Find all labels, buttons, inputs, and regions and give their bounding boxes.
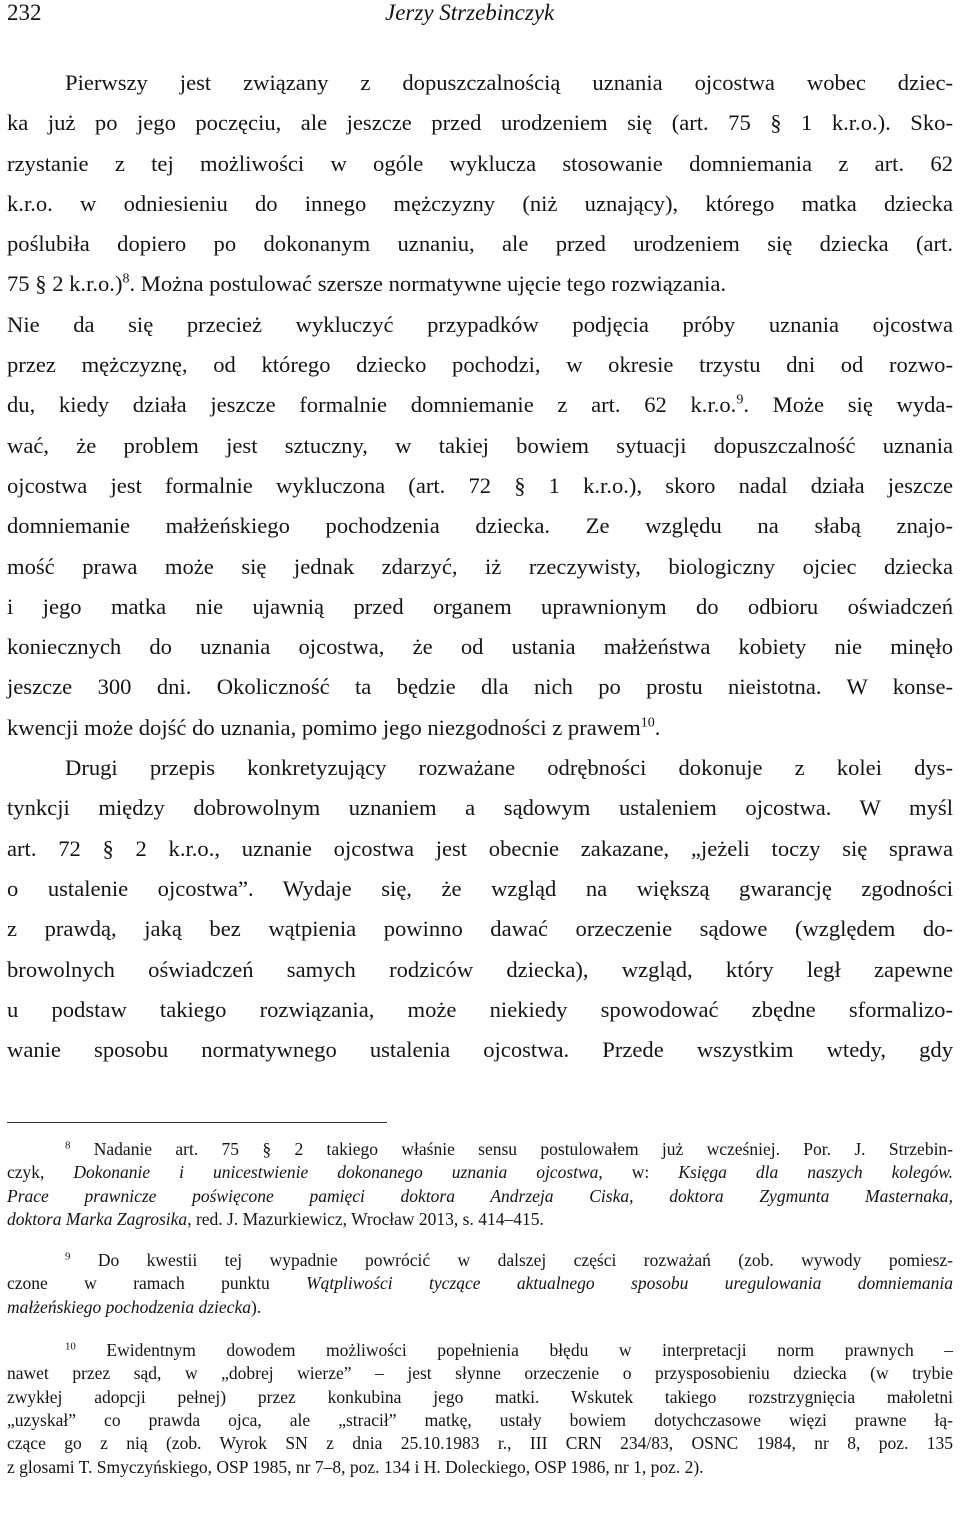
footnote-text: Ewidentnym dowodem możliwości popełnienia błędu w interpretacji norm prawnych – — [106, 1340, 954, 1361]
paragraph-line: domniemanie małżeńskiego pochodzenia dziecka. Ze względu na słabą znajo- — [7, 513, 953, 539]
paragraph-line: Drugi przepis konkretyzujący rozważane odrębności dokonuje z kolei dys- — [65, 755, 953, 781]
footnote-text: czone w ramach punktu — [7, 1273, 307, 1294]
paragraph-line — [7, 708, 953, 748]
paragraph-line: Nie da się przecież wykluczyć przypadków podjęcia próby uznania ojcostwa — [7, 311, 953, 337]
footnote-line — [7, 1161, 953, 1184]
footnote-number: 10 — [65, 1340, 76, 1353]
footnote-line — [7, 1272, 953, 1295]
paragraph-line: browolnych oświadczeń samych rodziców dziecka), wzgląd, który legł zapewne — [7, 956, 953, 982]
paragraph-line: z prawdą, jaką bez wątpienia powinno dawać orzeczenie sądowe (względem do- — [7, 916, 953, 942]
footnote-text: Nadanie art. 75 § 2 takiego właśnie sensu postulowałem już wcześniej. Por. J. Strzebin- — [93, 1139, 954, 1159]
footnote-separator — [7, 1122, 387, 1123]
line-text: du, kiedy działa jeszcze formalnie domniemanie z art. 62 k.r.o. — [7, 392, 737, 418]
footnote-title: doktora Marka Zagrosika — [7, 1208, 188, 1229]
footnote-line — [7, 1185, 953, 1208]
line-text: . Można postulować szersze normatywne ujęcie tego rozwiązania. — [129, 271, 727, 297]
footnote-8 — [7, 1138, 953, 1231]
footnote-10 — [7, 1339, 953, 1479]
paragraph-line: u podstaw takiego rozwiązania, może niekiedy spowodować zbędne sformalizo- — [7, 996, 953, 1022]
paragraph-line: art. 72 § 2 k.r.o., uznanie ojcostwa jest obecnie zakazane, „jeżeli toczy się sprawa — [7, 835, 953, 861]
footnote-text: ). — [250, 1296, 262, 1317]
paragraph-line: ka już po jego poczęciu, ale jeszcze przed urodzeniem się (art. 75 § 1 k.r.o.). Sko- — [7, 110, 953, 136]
paragraph-line: rzystanie z tej możliwości w ogóle wyklucza stosowanie domniemania z art. 62 — [7, 150, 953, 176]
footnote-line — [7, 1339, 953, 1362]
paragraph-line: k.r.o. w odniesieniu do innego mężczyzny (niż uznający), którego matka dziecka — [7, 190, 953, 216]
footnote-line: zwykłej adopcji pełnej) przez konkubina jego matki. Wskutek takiego rozstrzygnięcia małoletni — [7, 1386, 953, 1407]
body-text — [7, 63, 953, 1070]
footnote-ref-9[interactable]: 9 — [736, 392, 744, 408]
footnote-line — [7, 1208, 953, 1231]
line-text: kwencji może dojść do uznania, pomimo jego niezgodności z prawem — [7, 714, 641, 740]
footnote-line — [7, 1296, 953, 1319]
paragraph-line — [7, 264, 953, 304]
footnote-line: czące go z nią (zob. Wyrok SN z dnia 25.10.1983 r., III CRN 234/83, OSNC 1984, nr 8, poz. 135 — [7, 1433, 953, 1454]
footnote-number: 9 — [65, 1250, 71, 1263]
footnote-line: nawet przez sąd, w „dobrej wierze” – jest słynne orzeczenie o przysposobieniu dziecka (w trybie — [7, 1363, 953, 1384]
footnote-text: Do kwestii tej wypadnie powrócić w dalszej części rozważań (zob. wywody pomiesz- — [97, 1250, 954, 1271]
footnote-9 — [7, 1249, 953, 1319]
running-head-author: Jerzy Strzebinczyk — [385, 0, 555, 25]
paragraph-line: i jego matka nie ujawnią przed organem uprawnionym do odbioru oświadczeń — [7, 593, 953, 619]
running-head — [7, 0, 953, 30]
paragraph-line: poślubiła dopiero po dokonanym uznaniu, ale przed urodzeniem się dziecka (art. — [7, 231, 953, 257]
page-number: 232 — [7, 0, 42, 25]
paragraph-line: wać, że problem jest sztuczny, w takiej bowiem sytuacji dopuszczalność uznania — [7, 432, 953, 458]
paragraph-line: ojcostwa jest formalnie wykluczona (art. 72 § 1 k.r.o.), skoro nadal działa jeszcze — [7, 472, 953, 498]
footnote-title: Dokonanie i unicestwienie dokonanego uznania ojcostwa — [73, 1162, 599, 1183]
footnote-text: , red. J. Mazurkiewicz, Wrocław 2013, s. 414–415. — [187, 1208, 544, 1229]
footnote-title: Wątpliwości tyczące aktualnego sposobu uregulowania domniemania — [306, 1273, 954, 1294]
footnotes — [7, 1138, 953, 1479]
footnote-line — [7, 1138, 953, 1161]
footnote-title: Księga dla naszych kolegów. — [678, 1162, 954, 1183]
line-text: . — [654, 714, 661, 740]
footnote-line: z glosami T. Smyczyńskiego, OSP 1985, nr 7–8, poz. 134 i H. Doleckiego, OSP 1986, nr 1, poz. 2). — [7, 1456, 704, 1477]
paragraph-line: przez mężczyznę, od którego dziecko pochodzi, w okresie trzystu dni od rozwo- — [7, 352, 953, 378]
line-text: 75 § 2 k.r.o.) — [7, 271, 123, 297]
line-text: . Może się wyda- — [743, 392, 953, 418]
paragraph-line: tynkcji między dobrowolnym uznaniem a sądowym ustaleniem ojcostwa. W myśl — [7, 795, 953, 821]
paragraph-line: mość prawa może się jednak zdarzyć, iż rzeczywisty, biologiczny ojciec dziecka — [7, 553, 953, 579]
footnote-text: czyk, — [7, 1162, 74, 1183]
paragraph-line: wanie sposobu normatywnego ustalenia ojcostwa. Przede wszystkim wtedy, gdy — [7, 1037, 953, 1063]
paragraph-line: koniecznych do uznania ojcostwa, że od ustania małżeństwa kobiety nie minęło — [7, 634, 953, 660]
footnote-line: „uzyskał” co prawda ojca, ale „stracił” matkę, ustały bowiem dotychczasowe więzi prawne łą- — [7, 1409, 953, 1430]
paragraph-line: Pierwszy jest związany z dopuszczalnością uznania ojcostwa wobec dziec- — [65, 70, 953, 95]
footnote-text: , w: — [598, 1162, 679, 1183]
footnote-ref-10[interactable]: 10 — [640, 715, 655, 731]
book-page — [7, 0, 953, 1528]
footnote-number: 8 — [65, 1139, 71, 1152]
paragraph-line: o ustalenie ojcostwa”. Wydaje się, że wzgląd na większą gwarancję zgodności — [7, 875, 953, 901]
footnote-ref-8[interactable]: 8 — [122, 271, 130, 287]
paragraph-line: jeszcze 300 dni. Okoliczność ta będzie dla nich po prostu nieistotna. W konse- — [7, 674, 953, 700]
footnote-title: Prace prawnicze poświęcone pamięci doktora Andrzeja Ciska, doktora Zygmunta Masternaka, — [7, 1185, 953, 1206]
paragraph-line — [7, 385, 953, 425]
footnote-title: małżeńskiego pochodzenia dziecka — [7, 1296, 251, 1317]
footnote-line — [7, 1249, 953, 1272]
